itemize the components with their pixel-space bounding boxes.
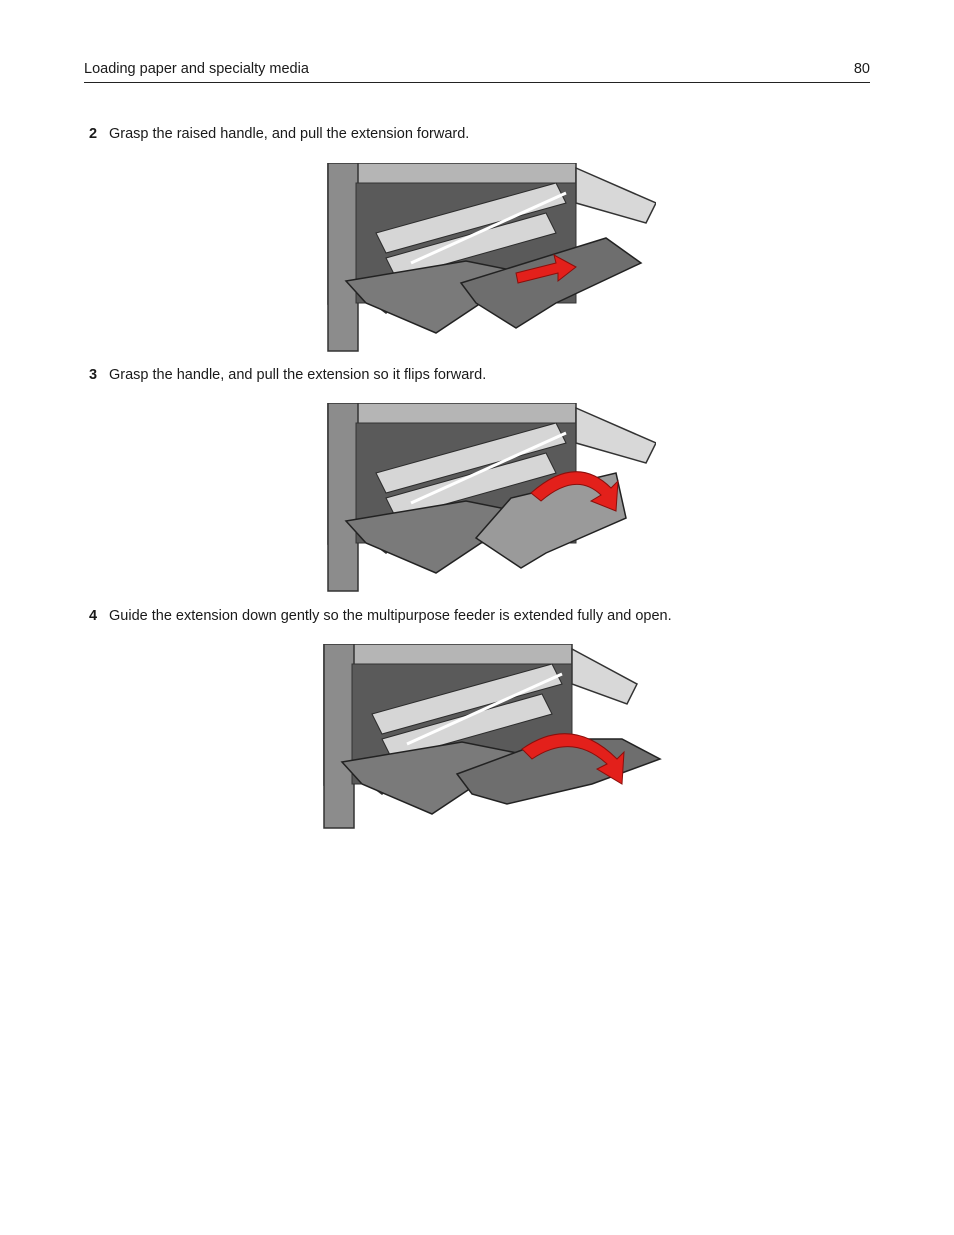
step-text: Guide the extension down gently so the multipurpose feeder is extended fully and open. [109, 608, 672, 624]
page-number: 80 [853, 61, 870, 77]
figure-pull-extension [326, 163, 656, 353]
step-number: 4 [89, 608, 98, 624]
step-2 [89, 126, 469, 142]
step-text: Grasp the handle, and pull the extension so it flips forward. [109, 367, 487, 383]
figure-extension-open [322, 644, 662, 830]
step-number: 3 [89, 367, 98, 383]
figure-flip-extension [326, 403, 656, 593]
step-text: Grasp the raised handle, and pull the extension forward. [109, 126, 470, 142]
step-number: 2 [89, 126, 98, 142]
page-header [84, 60, 870, 83]
step-3 [89, 367, 486, 383]
header-title: Loading paper and specialty media [84, 61, 309, 77]
step-4 [89, 608, 672, 624]
